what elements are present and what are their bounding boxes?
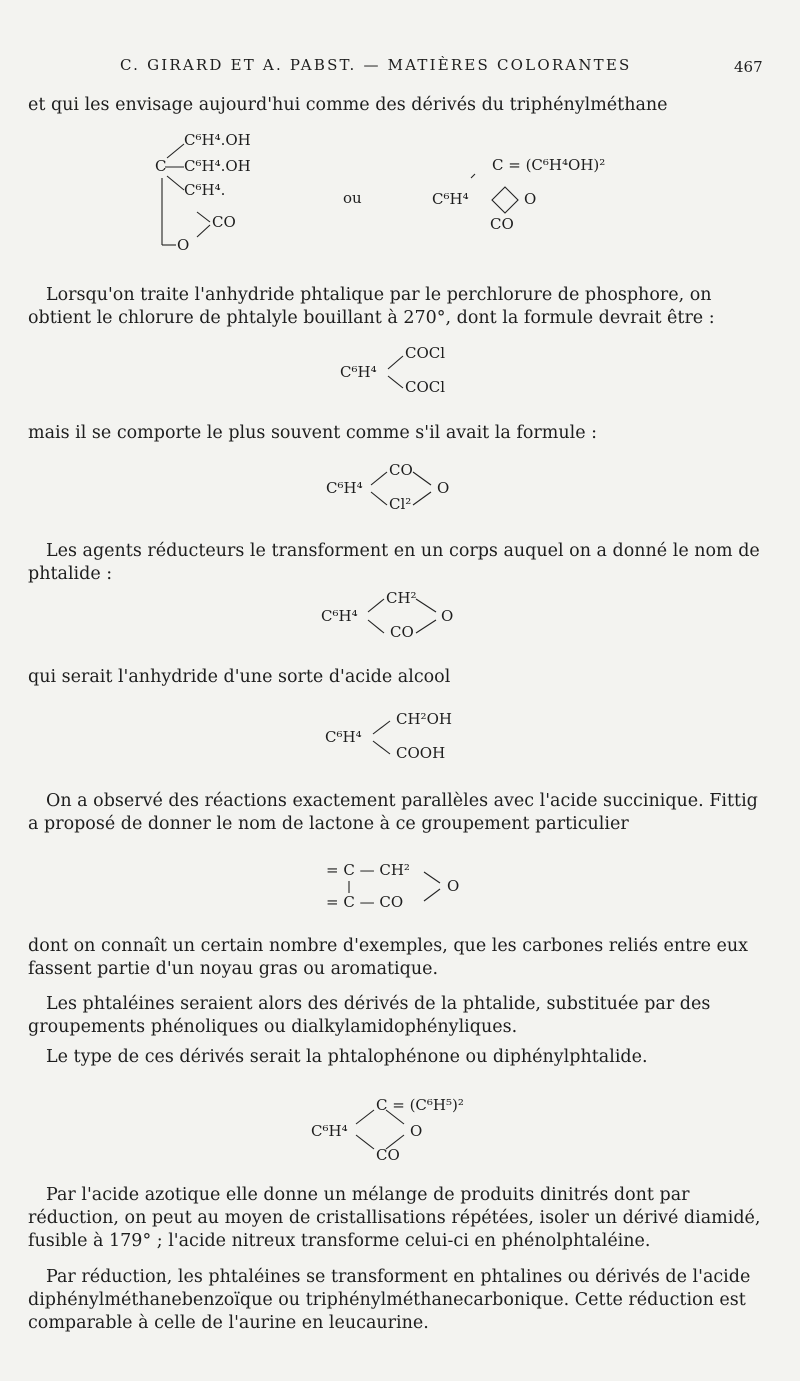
formula-4-bottom: CO xyxy=(390,623,414,641)
formula-4-top: CH² xyxy=(386,589,417,607)
formula-3-top: CO xyxy=(389,461,413,479)
formula-7-bottom: CO xyxy=(376,1146,400,1164)
formula-7-left: C⁶H⁴ xyxy=(311,1122,348,1140)
paragraph-9: Le type de ces dérivés serait la phtalophénone ou diphénylphtalide. xyxy=(46,1047,648,1067)
formula-4-left: C⁶H⁴ xyxy=(321,607,358,625)
paragraph-8: Les phtaléines seraient alors des dérivés de la phtalide, substituée par des groupements phénoliques ou dialkylamidophényliques. xyxy=(28,994,711,1037)
formula-1-r1: C⁶H⁴.OH xyxy=(184,131,251,149)
formula-1-alt-oxygen: O xyxy=(524,190,537,208)
formula-5-top: CH²OH xyxy=(396,710,452,728)
paragraph-10: Par l'acide azotique elle donne un mélange de produits dinitrés dont par réduction, on peut au moyen de cristallisations répétées, isoler un dérivé diamidé, fusible à 179° ; l'acide nitreux transforme celui-ci en phénolphtaléine. xyxy=(28,1185,761,1251)
formula-4-oxygen: O xyxy=(441,607,454,625)
formula-2-top: COCl xyxy=(405,344,446,362)
formula-1-or: ou xyxy=(343,189,362,207)
formula-1-alt-top: C = (C⁶H⁴OH)² xyxy=(492,156,606,174)
running-head: C. GIRARD ET A. PABST. — MATIÈRES COLORANTES xyxy=(120,56,632,74)
paragraph-5: qui serait l'anhydride d'une sorte d'acide alcool xyxy=(28,667,451,687)
paragraph-2: Lorsqu'on traite l'anhydride phtalique par le perchlorure de phosphore, on obtient le chlorure de phtalyle bouillant à 270°, dont la formule devrait être : xyxy=(28,285,715,328)
formula-5-bottom: COOH xyxy=(396,744,446,762)
formula-3-left: C⁶H⁴ xyxy=(326,479,363,497)
formula-7-oxygen: O xyxy=(410,1122,423,1140)
paragraph-6: On a observé des réactions exactement parallèles avec l'acide succinique. Fittig a proposé de donner le nom de lactone à ce groupement particulier xyxy=(28,791,758,834)
formula-2-bottom: COCl xyxy=(405,378,446,396)
paragraph-4: Les agents réducteurs le transforment en un corps auquel on a donné le nom de phtalide : xyxy=(28,541,760,584)
page-number: 467 xyxy=(734,58,763,76)
formula-6-bottom: = C — CO xyxy=(326,893,404,911)
formula-2-left: C⁶H⁴ xyxy=(340,363,377,381)
formula-6-oxygen: O xyxy=(447,877,460,895)
formula-1-r3: C⁶H⁴. xyxy=(184,181,226,199)
formula-6-top: = C — CH² xyxy=(326,861,410,879)
formula-7-top: C = (C⁶H⁵)² xyxy=(376,1096,464,1114)
paragraph-3: mais il se comporte le plus souvent comme s'il avait la formule : xyxy=(28,423,598,443)
formula-3-oxygen: O xyxy=(437,479,450,497)
paragraph-11: Par réduction, les phtaléines se transforment en phtalines ou dérivés de l'acide diphénylméthanebenzoïque ou triphénylméthanecarbonique. Cette réduction est comparable à celle de l'aurine en leucaurine. xyxy=(28,1267,751,1333)
formula-3-bottom: Cl² xyxy=(389,495,412,513)
formula-1-co: CO xyxy=(212,213,236,231)
formula-1-oxygen: O xyxy=(177,236,190,254)
paragraph-7: dont on connaît un certain nombre d'exemples, que les carbones reliés entre eux fassent partie d'un noyau gras ou aromatique. xyxy=(28,936,748,979)
formula-1-carbon: C xyxy=(155,157,167,175)
formula-1-r2: C⁶H⁴.OH xyxy=(184,157,251,175)
formula-5-left: C⁶H⁴ xyxy=(325,728,362,746)
formula-1-alt-co: CO xyxy=(490,215,514,233)
formula-1-alt-left: C⁶H⁴ xyxy=(432,190,469,208)
paragraph-1: et qui les envisage aujourd'hui comme des dérivés du triphénylméthane xyxy=(28,95,668,115)
